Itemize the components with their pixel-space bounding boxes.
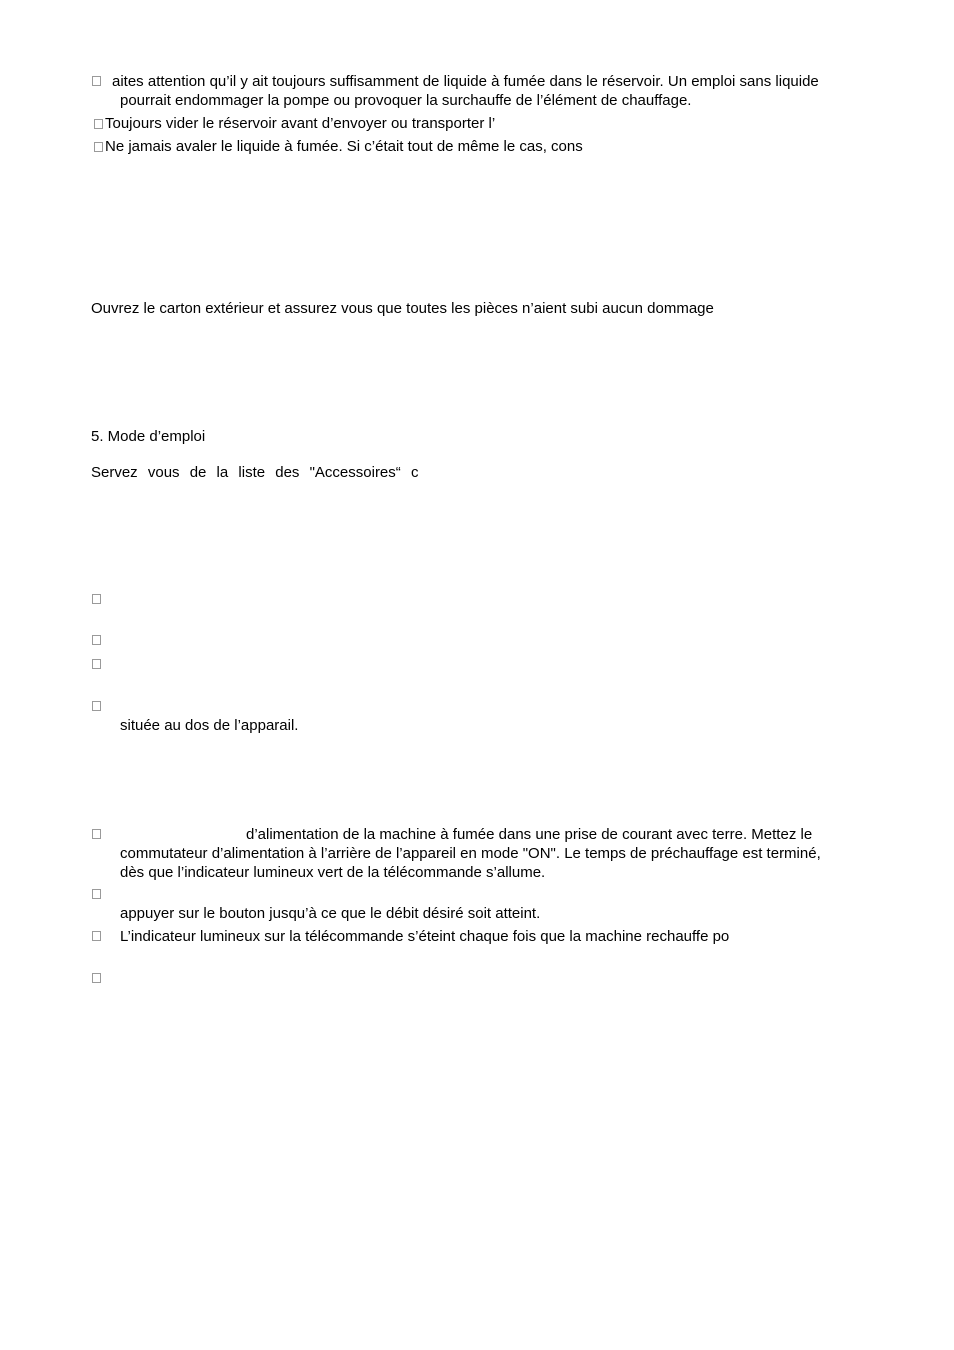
rear-location-text: située au dos de l’apparail. (120, 717, 299, 734)
safety-empty-tank (94, 114, 495, 133)
unpacking-text: Ouvrez le carton extérieur et assurez vous que toutes les pièces n’aient subi aucun dommage (91, 300, 714, 317)
bullet-box-icon (92, 659, 101, 669)
safety-swallow (94, 137, 583, 156)
bullet-box-icon (92, 889, 101, 899)
button-text: appuyer sur le bouton jusqu’à ce que le débit désiré soit atteint. (120, 905, 541, 922)
power-line-3: dès que l’indicateur lumineux vert de la télécommande s’allume. (120, 864, 546, 881)
bullet-box-icon (92, 829, 101, 839)
safety-empty-tank-text: Toujours vider le réservoir avant d’envoyer ou transporter l’ (105, 115, 496, 132)
power-line-1: d’alimentation de la machine à fumée dans une prise de courant avec terre. Mettez le (246, 826, 813, 843)
bullet-box-icon (94, 119, 103, 129)
section-title: 5. Mode d’emploi (91, 428, 206, 445)
safety-liquid-line-1: aites attention qu’il y ait toujours suffisamment de liquide à fumée dans le réservoir. Un emploi sans liquide (112, 73, 819, 90)
bullet-box-icon (92, 635, 101, 645)
bullet-box-icon (92, 76, 101, 86)
bullet-box-icon (94, 142, 103, 152)
safety-swallow-text: Ne jamais avaler le liquide à fumée. Si c’était tout de même le cas, cons (105, 138, 583, 155)
bullet-box-icon (92, 931, 101, 941)
accessories-text: Servez vous de la liste des "Accessoires“ c (91, 464, 419, 481)
safety-liquid-line-2: pourrait endommager la pompe ou provoquer la surchauffe de l’élément de chauffage. (120, 92, 692, 109)
indicator-text: L’indicateur lumineux sur la télécommande s’éteint chaque fois que la machine rechauffe po (120, 928, 730, 945)
power-line-2: commutateur d’alimentation à l’arrière de l’appareil en mode "ON". Le temps de préchauffage est terminé, (120, 845, 821, 862)
bullet-box-icon (92, 701, 101, 711)
bullet-box-icon (92, 594, 101, 604)
bullet-box-icon (92, 973, 101, 983)
